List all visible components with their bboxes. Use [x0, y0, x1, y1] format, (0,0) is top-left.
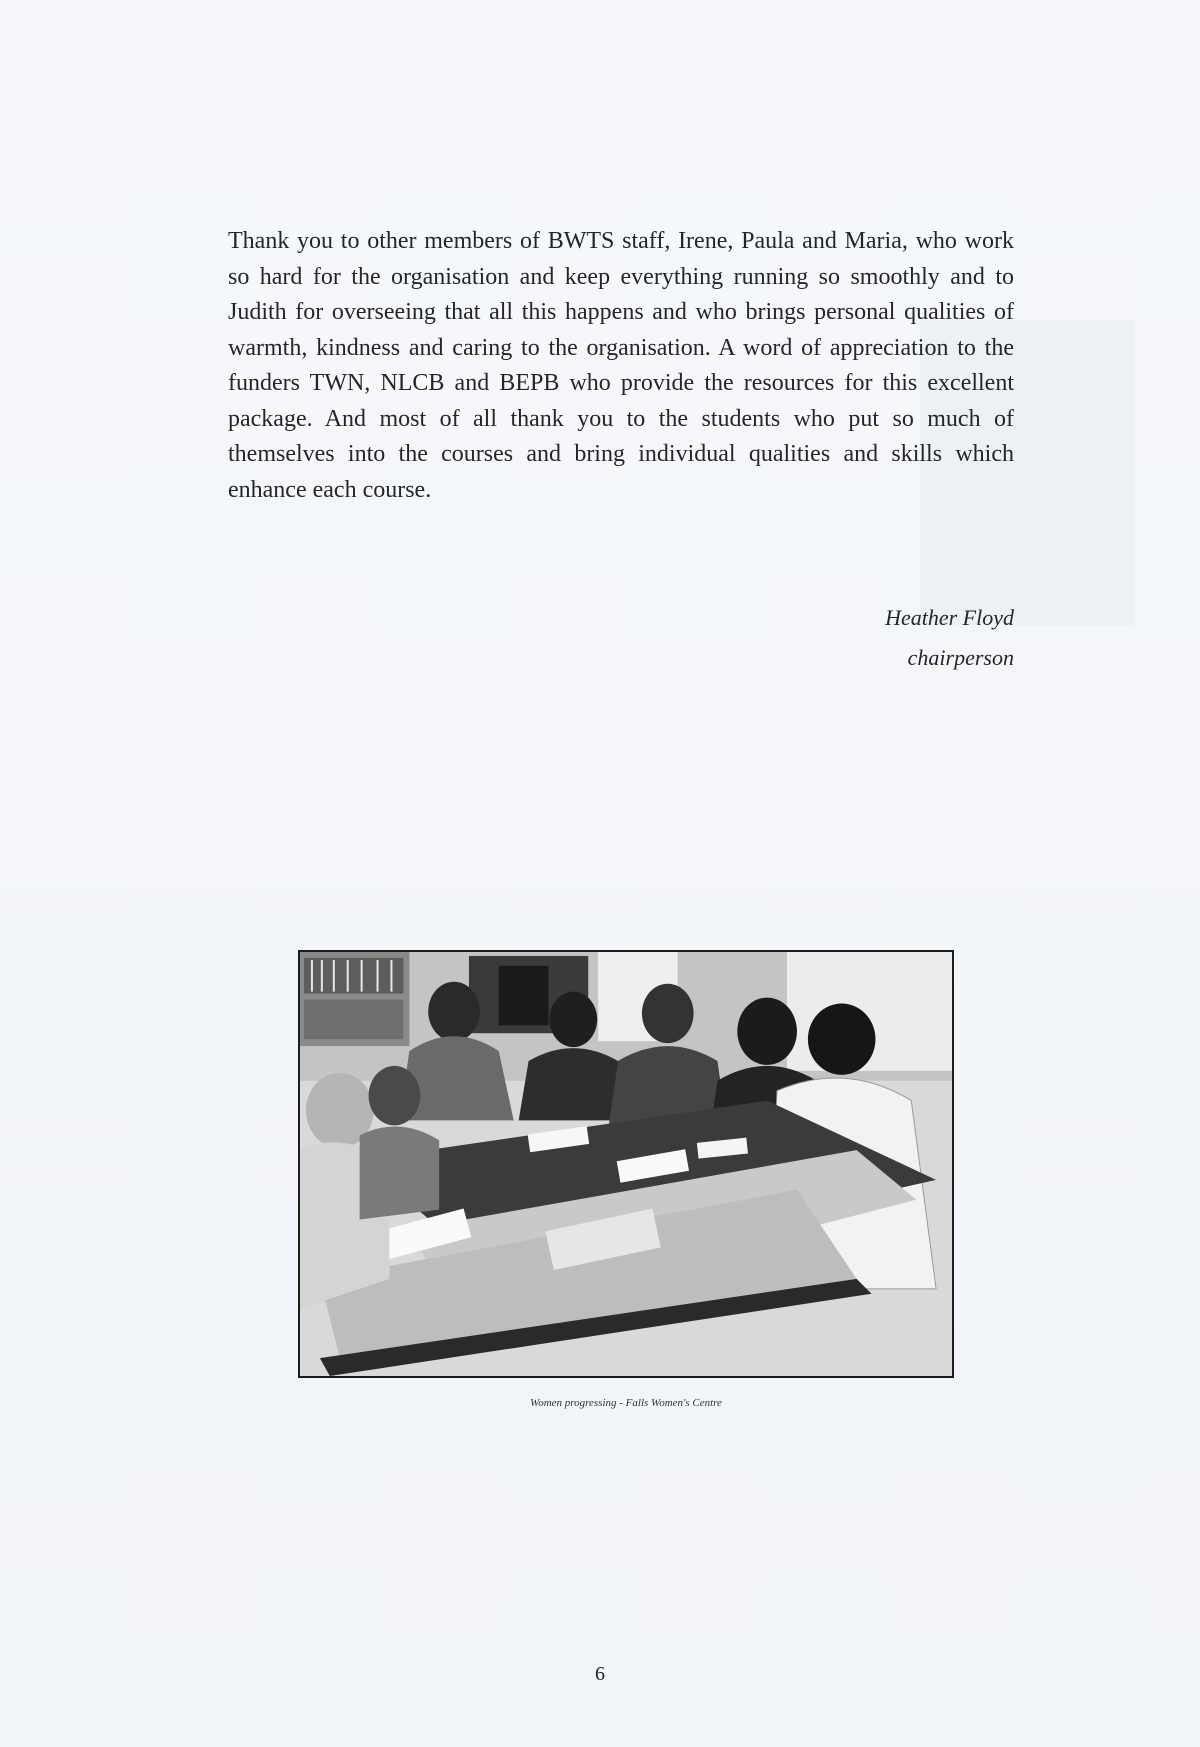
signature-role: chairperson [907, 645, 1014, 670]
group-photo [298, 950, 954, 1378]
signature-name: Heather Floyd [885, 605, 1014, 630]
signature-block [885, 598, 1014, 678]
photo-caption: Women progressing - Falls Women's Centre [530, 1397, 722, 1409]
group-photo-illustration [300, 952, 952, 1376]
page-number: 6 [595, 1663, 605, 1685]
body-paragraph: Thank you to other members of BWTS staff, Irene, Paula and Maria, who work so hard for the organisation and keep everything running so smoothly and to Judith for overseeing that all this happens and who brings personal qualities of warmth, kindness and caring to the organisation. A word of appreciation to the funders TWN, NLCB and BEPB who provide the resources for this excellent package. And most of all thank you to the students who put so much of themselves into the courses and bring individual qualities and skills which enhance each course. [228, 228, 1014, 503]
